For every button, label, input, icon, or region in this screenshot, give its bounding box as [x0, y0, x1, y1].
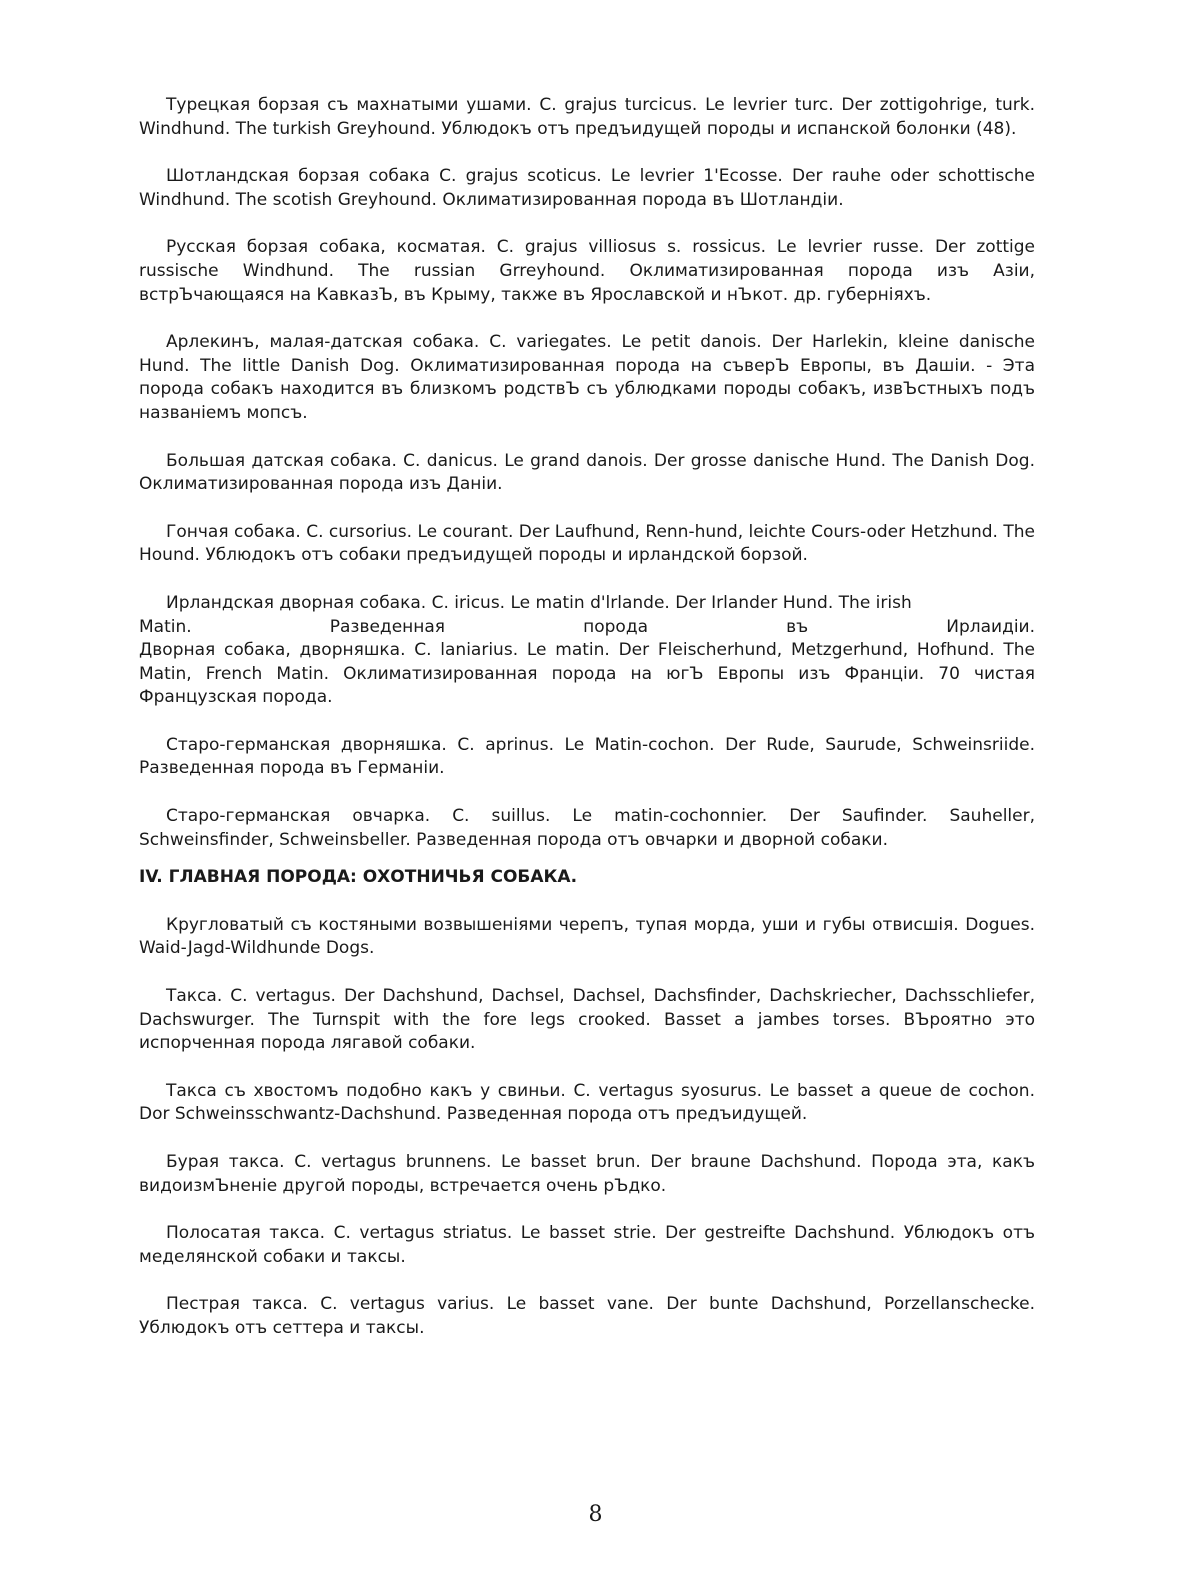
paragraph-harlequin: Арлекинъ, малая-датская собака. C. variegates. Le petit danois. Der Harlekin, kleine danische Hund. The little Danish Dog. Оклиматизированная порода на съверЪ Европы, въ Дашіи. - Эта порода собакъ находится въ близкомъ родствЪ съ ублюдками породы собакъ, извЪстныхъ подъ названіемъ мопсъ. [139, 332, 1035, 423]
spaced-word: Ирлаидіи. [946, 616, 1036, 637]
paragraph-dachshund: Такса. C. vertagus. Der Dachshund, Dachsel, Dachsel, Dachsfinder, Dachskriecher, Dachsschliefer, Dachswurger. The Turnspit with the fore legs crooked. Basset a jambes torses. ВЪроятно это испорченная порода лягавой собаки. [139, 986, 1035, 1054]
paragraph-brown-dachshund: Бурая такса. C. vertagus brunnens. Le basset brun. Der braune Dachshund. Порода эта, какъ видоизмЪненіе другой породы, встречается очень рЪдко. [139, 1152, 1035, 1196]
paragraph-striped-dachshund: Полосатая такса. C. vertagus striatus. Le basset strie. Der gestreifte Dachshund. Ублюдокъ отъ меделянской собаки и таксы. [139, 1223, 1035, 1267]
paragraph-hunting-dog-description: Кругловатый съ костяными возвышеніями черепъ, тупая морда, уши и губы отвисшія. Dogues. Waid-Jagd-Wildhunde Dogs. [139, 914, 1035, 959]
page-number: 8 [588, 1502, 603, 1527]
irish-mastiff-first-line: Ирландская дворная собака. C. iricus. Le matin d'lrlande. Der Irlander Hund. The irish [166, 592, 912, 613]
spaced-word: Matin. [139, 616, 192, 637]
paragraph-hound: Гончая собака. C. cursorius. Le courant. Der Laufhund, Renn-hund, leichte Cours-oder Hetzhund. The Hound. Ублюдокъ отъ собаки предъидущей породы и ирландской борзой. [139, 521, 1035, 566]
spaced-word: Разведенная [329, 616, 446, 637]
paragraph-old-german-mastiff: Старо-германская дворняшка. C. aprinus. Le Matin-cochon. Der Rude, Saurude, Schweinsriide. Разведенная порода въ Германіи. [139, 734, 1035, 779]
paragraph-russian-greyhound: Русская борзая собака, косматая. C. grajus villiosus s. rossicus. Le levrier russe. Der zottige russische Windhund. The russian Grreyhound. Оклиматизированная порода изъ Азіи, встрЪчающаяся на КавказЪ, въ Крыму, также въ Ярославской и нЪкот. др. губерніяхъ. [139, 237, 1035, 305]
mastiff-rest-text: Дворная собака, дворняшка. C. laniarius. Le matin. Der Fleischerhund, Metzgerhund, Hofhund. The Matin, French Matin. Оклиматизированная порода на югЪ Европы изъ Франціи. 70 чистая Французская порода. [139, 640, 1035, 708]
paragraph-turkish-greyhound: Турецкая борзая съ махнатыми ушами. C. grajus turcicus. Le levrier turc. Der zottigohrige, turk. Windhund. The turkish Greyhound. Ублюдокъ отъ предъидущей породы и испанской болонки (48). [139, 95, 1035, 139]
paragraph-irish-mastiff [139, 592, 1035, 710]
paragraph-pig-tail-dachshund: Такса съ хвостомъ подобно какъ у свиньи. C. vertagus syosurus. Le basset a queue de cochon. Dor Schweinsschwantz-Dachshund. Разведенная порода отъ предъидущей. [139, 1080, 1035, 1125]
paragraph-spotted-dachshund: Пестрая такса. C. vertagus varius. Le basset vane. Der bunte Dachshund, Porzellanschecke. Ублюдокъ отъ сеттера и таксы. [139, 1294, 1035, 1338]
paragraph-great-dane: Большая датская собака. C. danicus. Le grand danois. Der grosse danische Hund. The Danish Dog. Оклиматизированная порода изъ Даніи. [139, 450, 1035, 495]
paragraph-scottish-greyhound: Шотландская борзая собака C. grajus scoticus. Le levrier 1'Ecosse. Der rauhe oder schottische Windhund. The scotish Greyhound. Оклиматизированная порода въ Шотландіи. [139, 166, 1035, 210]
document-page [139, 94, 1035, 1365]
spaced-word: въ [786, 616, 809, 637]
section-heading: IV. ГЛАВНАЯ ПОРОДА: ОХОТНИЧЬЯ СОБАКА. [139, 867, 578, 888]
spaced-word: порода [583, 616, 649, 637]
irish-mastiff-spaced-line [139, 616, 1035, 640]
paragraph-old-german-sheepdog: Старо-германская овчарка. C. suillus. Le matin-cochonnier. Der Saufinder. Sauheller, Schweinsfinder, Schweinsbeller. Разведенная порода отъ овчарки и дворной собаки. [139, 806, 1035, 850]
